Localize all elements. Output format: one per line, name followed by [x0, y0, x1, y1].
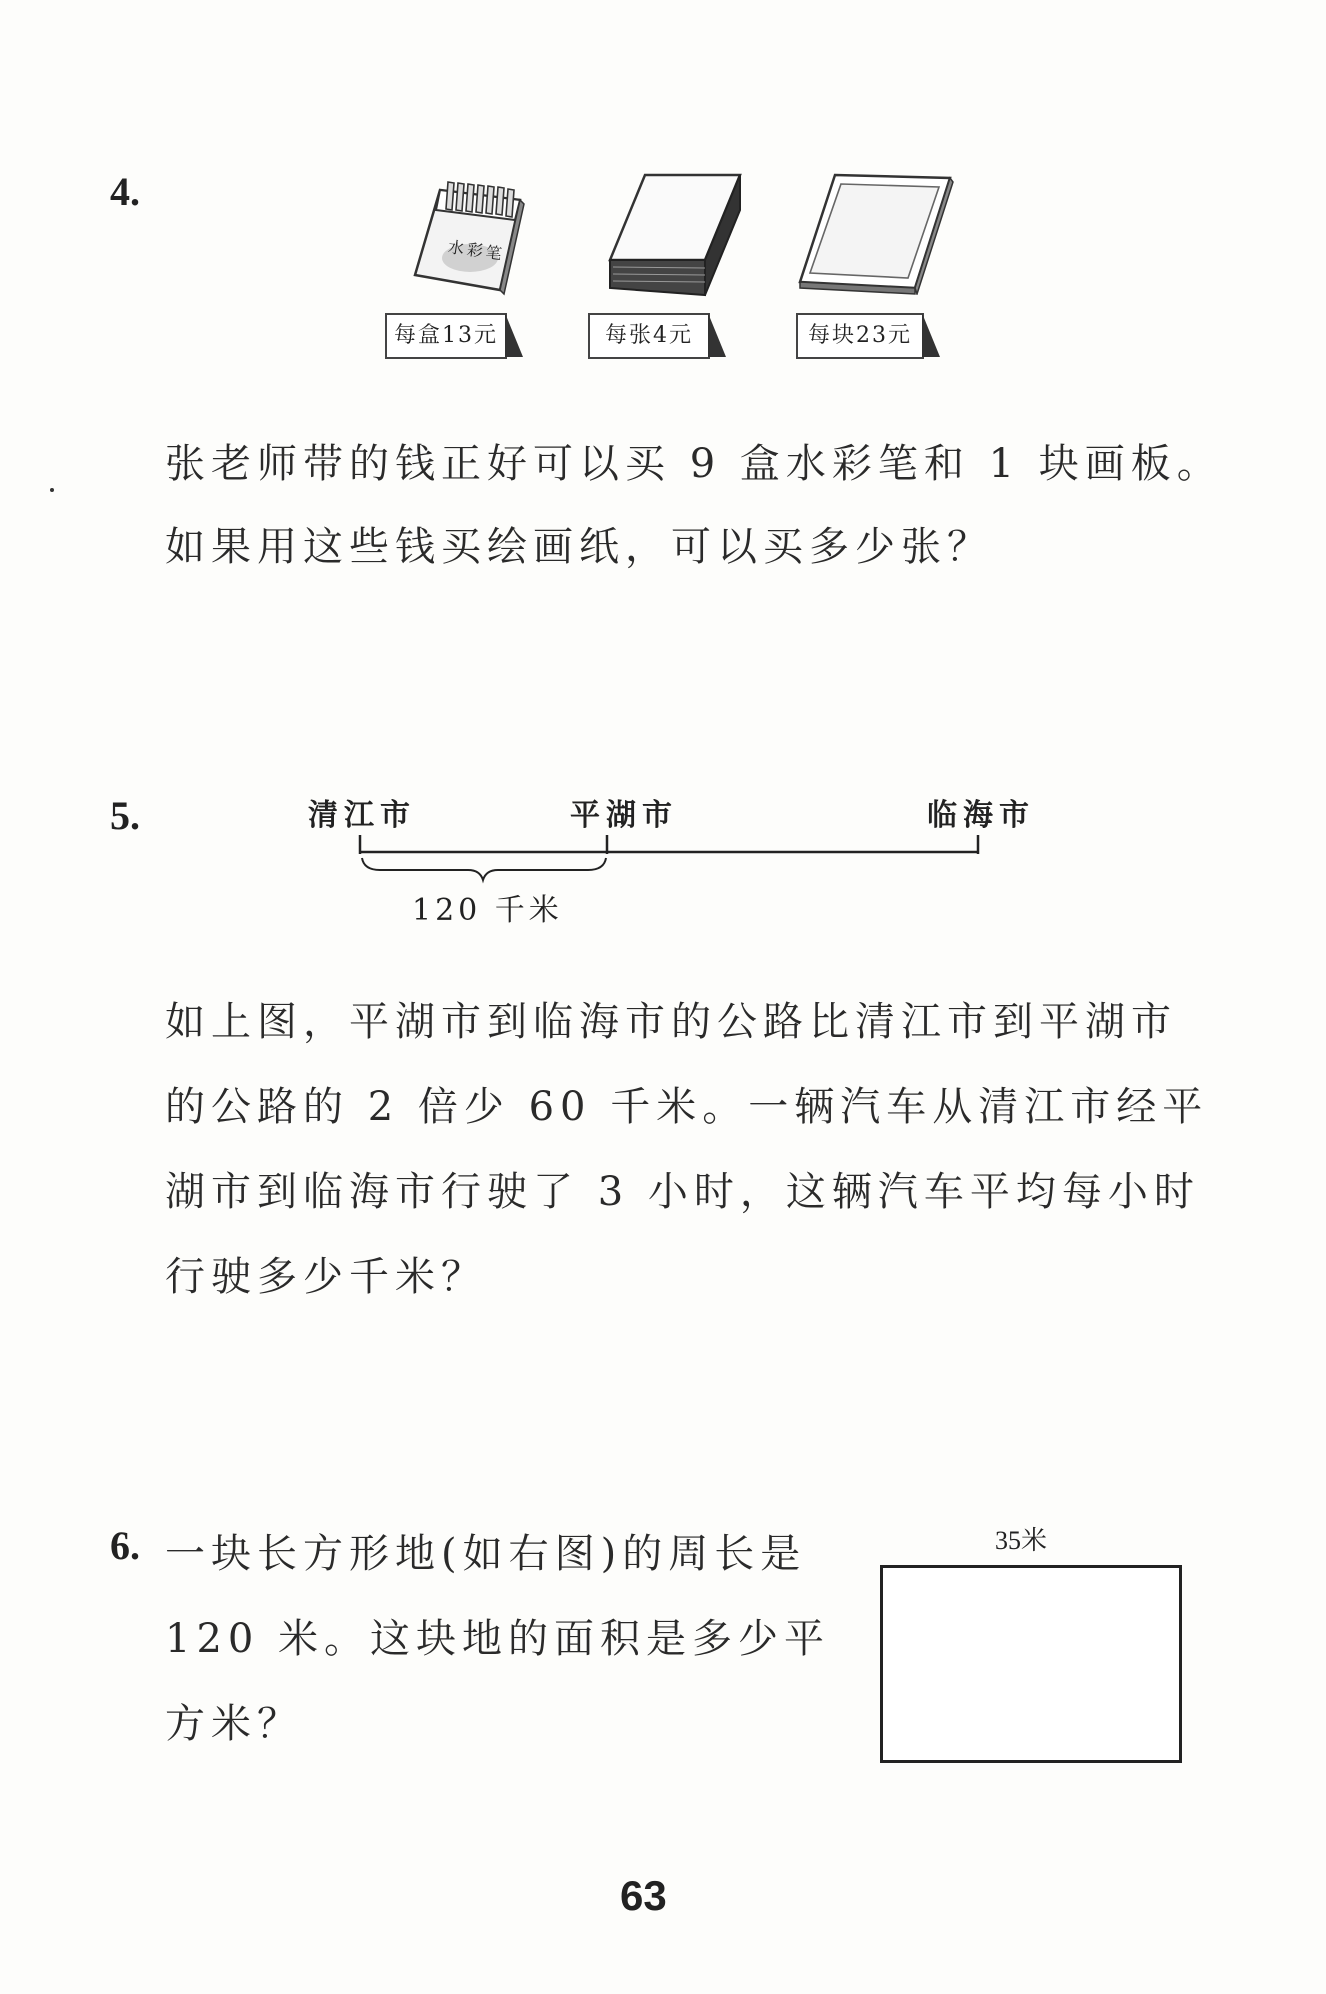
drawing-board-icon	[795, 170, 955, 295]
question-6-line-3: 方米？	[165, 1701, 303, 1747]
price-tag-flap	[708, 313, 726, 357]
price-tag-flap	[922, 313, 940, 357]
paper-stack-icon	[605, 170, 745, 300]
question-6-line-2: 120 米。这块地的面积是多少平	[165, 1616, 831, 1662]
drawing-board-illustration	[795, 170, 955, 295]
distance-brace	[362, 858, 606, 880]
question-5-number: 5.	[110, 793, 140, 838]
pen-box-text: 水彩笔	[446, 237, 506, 264]
question-5-line-4: 行驶多少千米？	[165, 1254, 487, 1300]
stray-dot	[50, 488, 54, 492]
question-5-line-2: 的公路的 2 倍少 60 千米。一辆汽车从清江市经平	[165, 1084, 1209, 1130]
question-5-line-1: 如上图，平湖市到临海市的公路比清江市到平湖市	[165, 999, 1177, 1045]
rectangle-field	[880, 1565, 1182, 1763]
drawing-paper-illustration	[605, 170, 745, 300]
page-number: 63	[620, 1872, 667, 1919]
rectangle-side-label: 35米	[995, 1526, 1048, 1555]
price-tag-pens: 每盒13元	[385, 313, 507, 359]
distance-label: 120 千米	[412, 893, 563, 928]
city-label-linhai: 临海市	[927, 798, 1035, 833]
question-4-line-1: 张老师带的钱正好可以买 9 盒水彩笔和 1 块画板。	[165, 441, 1223, 487]
question-4-line-2: 如果用这些钱买绘画纸，可以买多少张？	[165, 524, 993, 570]
price-tag-board: 每块23元	[796, 313, 924, 359]
question-6-line-1: 一块长方形地(如右图)的周长是	[165, 1531, 807, 1577]
city-label-qingjiang: 清江市	[308, 798, 416, 833]
city-label-pinghu: 平湖市	[570, 798, 678, 833]
price-tag-paper: 每张4元	[588, 313, 710, 359]
question-4-number: 4.	[110, 169, 140, 214]
question-6-number: 6.	[110, 1523, 140, 1568]
price-tag-flap	[505, 313, 523, 357]
question-5-line-3: 湖市到临海市行驶了 3 小时，这辆汽车平均每小时	[165, 1169, 1200, 1215]
